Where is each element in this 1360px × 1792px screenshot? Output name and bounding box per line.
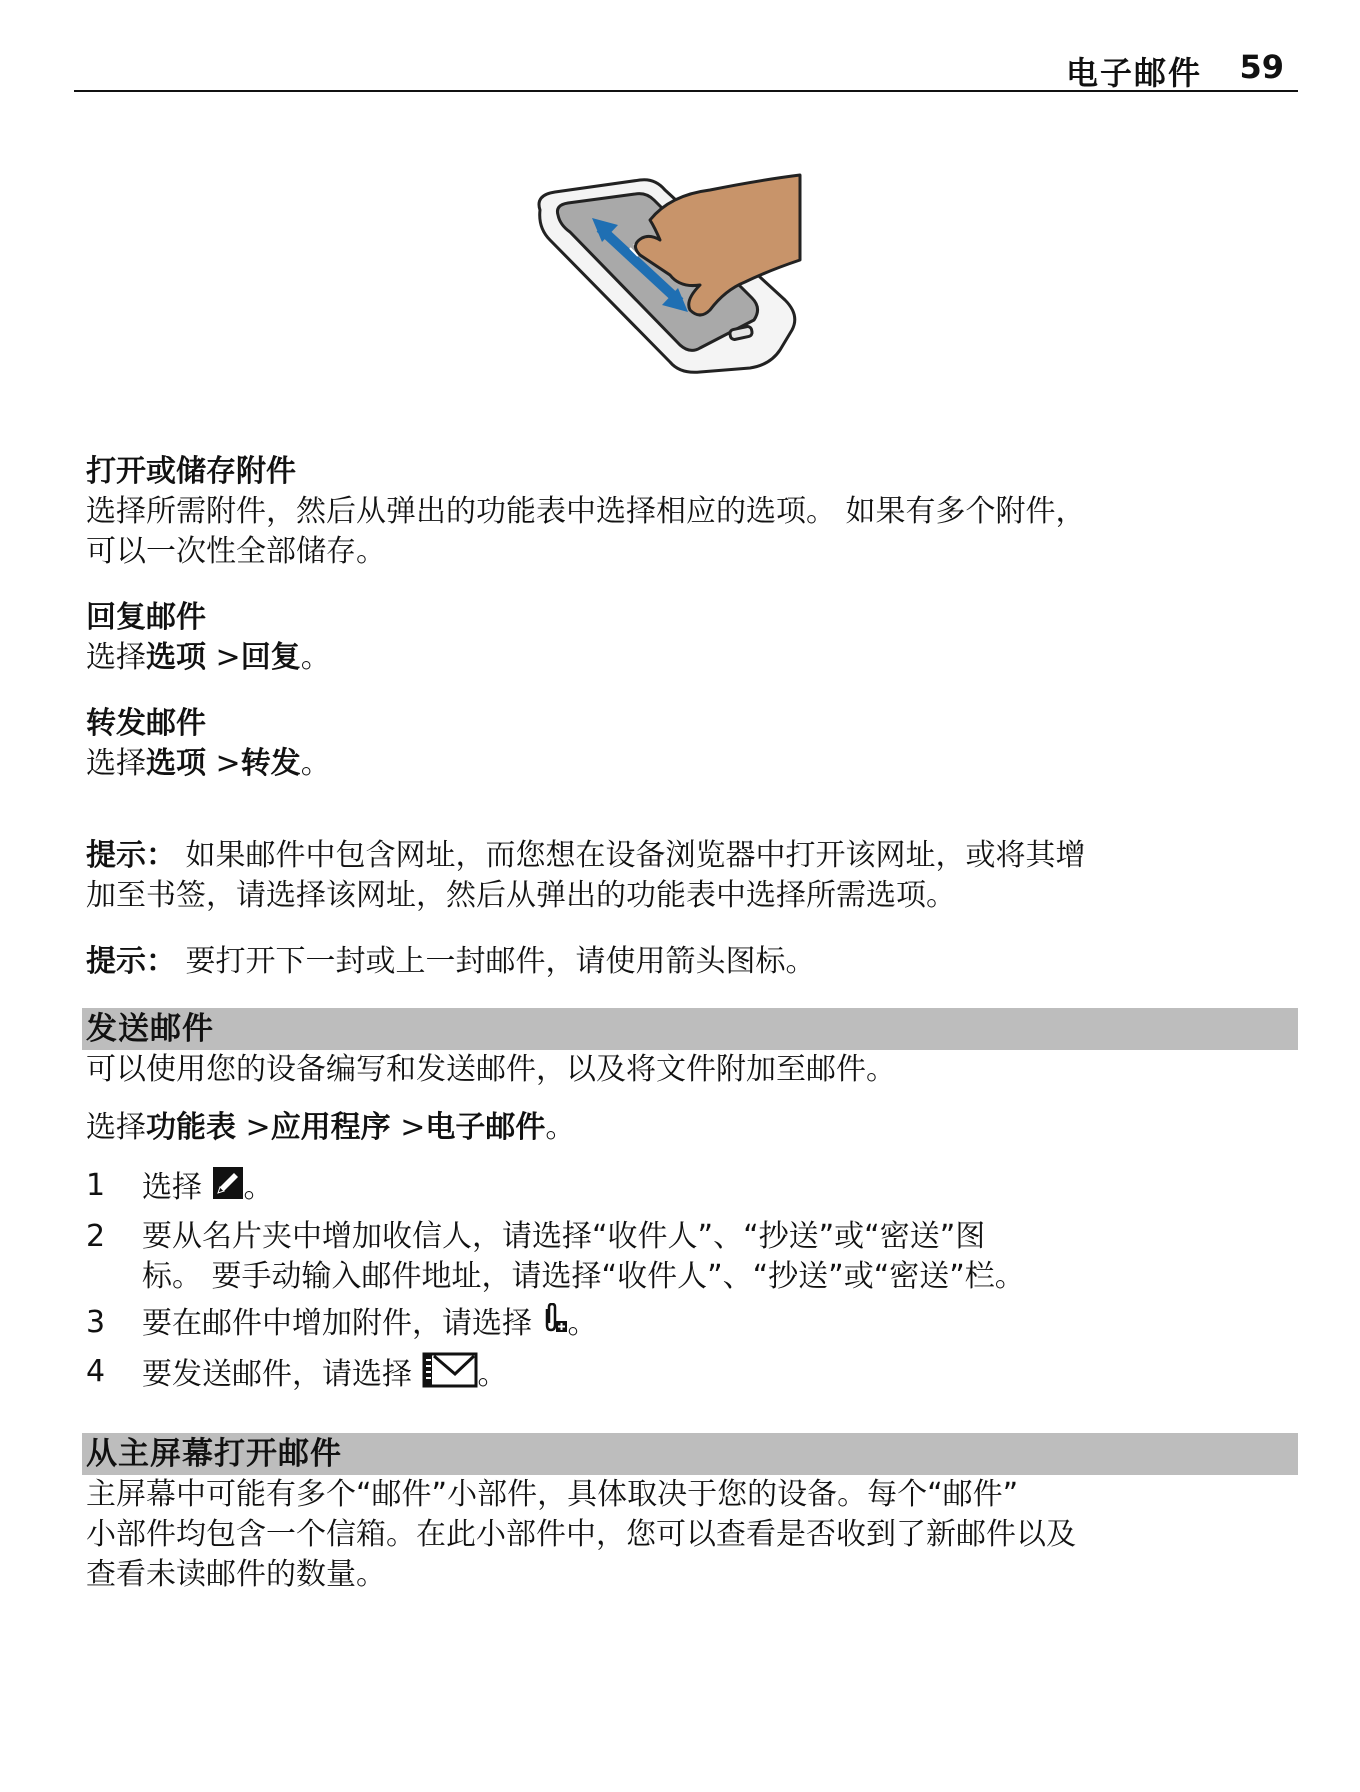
tip-1-text-1: 如果邮件中包含网址，而您想在设备浏览器中打开该网址，或将其增 [176,838,1086,873]
step-number: 1 [86,1168,106,1203]
step-number: 3 [86,1305,106,1340]
section-title-forward: 转发邮件 [86,706,206,741]
menu-options-label: 选项 [146,746,206,781]
send-path-suffix: 。 [545,1110,576,1145]
step-text: 要发送邮件，请选择 [142,1357,422,1392]
attachments-text-2: 可以一次性全部储存。 [86,534,386,569]
phone-swipe-illustration [530,170,830,400]
step-text: 选择 [142,1170,212,1205]
menu-reply-label: 回复 [240,640,301,675]
reply-prefix: 选择 [86,640,146,675]
send-path-prefix: 选择 [86,1110,146,1145]
page-number: 59 [1239,48,1284,86]
chapter-title: 电子邮件 [1065,54,1202,92]
step-end: 。 [477,1357,508,1392]
section-title-attachments: 打开或储存附件 [86,454,296,489]
step-number: 2 [86,1219,106,1254]
step-text: 要从名片夹中增加收信人，请选择“收件人”、“抄送”或“密送”图 [142,1219,986,1254]
menu-separator: > [206,640,241,675]
attach-paperclip-icon [542,1303,568,1346]
attachments-text-1: 选择所需附件，然后从弹出的功能表中选择相应的选项。 如果有多个附件， [86,494,1086,529]
homescreen-text-3: 查看未读邮件的数量。 [86,1557,386,1592]
step-text: 要在邮件中增加附件，请选择 [142,1306,542,1341]
tip-2-text: 要打开下一封或上一封邮件，请使用箭头图标。 [176,944,816,979]
menu-applications-label: 应用程序 [270,1110,391,1145]
step-end: 。 [243,1170,274,1205]
tip-2 [86,942,1298,982]
compose-pencil-icon [212,1166,244,1211]
send-envelope-icon [422,1352,478,1399]
list-item [86,1352,1298,1399]
menu-options-label: 选项 [146,640,206,675]
step-text: 标。 要手动输入邮件地址，请选择“收件人”、“抄送”或“密送”栏。 [142,1259,1025,1294]
menu-separator: > [236,1110,271,1145]
forward-suffix: 。 [300,746,331,781]
tip-label: 提示： [86,838,176,873]
list-item [86,1217,1298,1297]
menu-email-label: 电子邮件 [425,1110,546,1145]
tip-1-text-2: 加至书签，请选择该网址，然后从弹出的功能表中选择所需选项。 [86,878,956,913]
menu-forward-label: 转发 [240,746,301,781]
menu-functions-label: 功能表 [146,1110,236,1145]
page-content [86,452,1298,1595]
menu-separator: > [390,1110,426,1145]
section-bar-homescreen: 从主屏幕打开邮件 [82,1433,1298,1475]
reply-suffix: 。 [300,640,331,675]
tip-label: 提示： [86,944,176,979]
step-number: 4 [86,1354,106,1389]
forward-prefix: 选择 [86,746,146,781]
forward-instruction [86,744,1298,784]
list-item [86,1166,1298,1211]
section-title-reply: 回复邮件 [86,600,206,635]
homescreen-text-2: 小部件均包含一个信箱。在此小部件中，您可以查看是否收到了新邮件以及 [86,1517,1076,1552]
phone-swipe-icon [530,170,830,400]
send-path [86,1108,1298,1148]
send-intro: 可以使用您的设备编写和发送邮件，以及将文件附加至邮件。 [86,1052,896,1087]
menu-separator: > [206,746,241,781]
homescreen-text-1: 主屏幕中可能有多个“邮件”小部件，具体取决于您的设备。每个“邮件” [86,1477,1019,1512]
tip-1 [86,836,1298,876]
list-item [86,1303,1298,1346]
section-bar-send: 发送邮件 [82,1008,1298,1050]
reply-instruction [86,638,1298,678]
page-header [74,40,1298,92]
send-steps-list [86,1166,1298,1399]
step-end: 。 [567,1306,598,1341]
